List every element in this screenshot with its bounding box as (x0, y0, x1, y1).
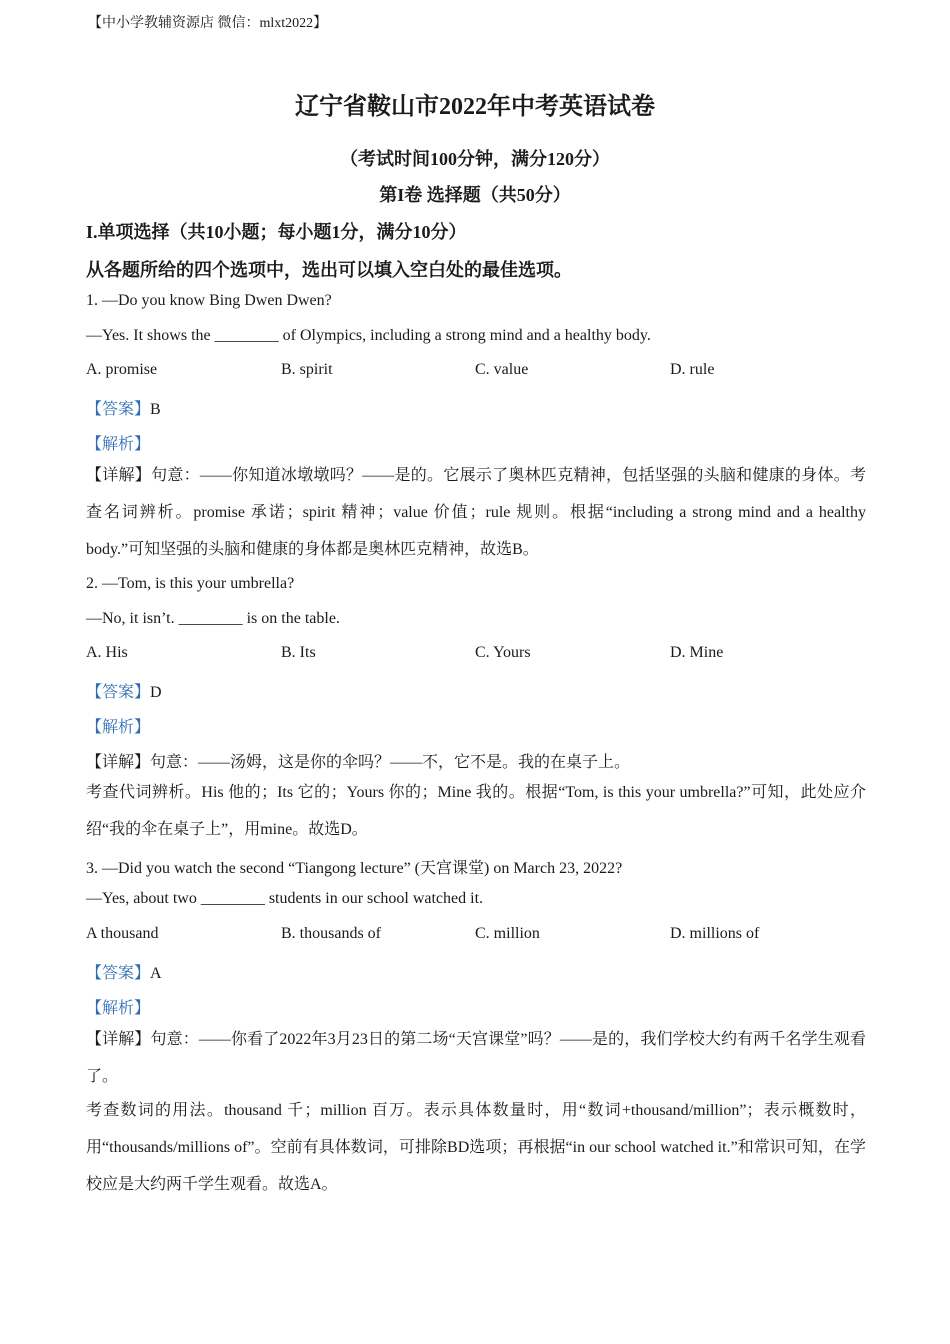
question-3-detail: 【详解】句意：——你看了2022年3月23日的第二场“天宫课堂”吗？——是的，我们学校大约有两千名学生观看了。 (86, 1031, 866, 1085)
option-b: B. Its (281, 644, 316, 661)
answer-tag: 【答案】 (86, 684, 151, 701)
question-2-detail-2: 考查代词辨析。His 他的；Its 它的；Yours 你的；Mine 我的。根据“Tom, is this your umbrella?”可知，此处应介绍“我的伞在桌子上”，用mine。故选D。 (86, 784, 866, 838)
option-d: D. millions of (670, 925, 760, 942)
question-2-analysis-tag: 【解析】 (86, 719, 151, 736)
answer-value: D (150, 684, 162, 701)
question-2-line1: 2. —Tom, is this your umbrella? (86, 575, 295, 592)
question-3-analysis-tag: 【解析】 (86, 1000, 151, 1017)
answer-tag: 【答案】 (86, 401, 151, 418)
option-a: A. promise (86, 361, 158, 378)
option-b: B. spirit (281, 361, 333, 378)
instructions: 从各题所给的四个选项中，选出可以填入空白处的最佳选项。 (86, 260, 572, 280)
question-1-detail: 【详解】句意：——你知道冰墩墩吗？——是的。它展示了奥林匹克精神，包括坚强的头脑和健康的身体。考查名词辨析。promise 承诺；spirit 精神；value 价值；rule 规则。根据“including a strong mind and a healthy body.”可知坚强的头脑和健康的身体都是奥林匹克精神，故选B。 (86, 467, 866, 558)
question-3-answer (86, 960, 866, 983)
option-b: B. thousands of (281, 925, 381, 942)
question-1-answer (86, 396, 866, 419)
option-d: D. rule (670, 361, 715, 378)
option-c: C. million (475, 925, 540, 942)
option-a: A thousand (86, 925, 159, 942)
question-1-analysis-tag: 【解析】 (86, 436, 151, 453)
question-3-detail-2: 考查数词的用法。thousand 千；million 百万。表示具体数量时，用“数词+thousand/million”；表示概数时，用“thousands/millions of”。空前有具体数词，可排除BD选项；再根据“in our school watched it.”和常识可知，在学校应是大约两千学生观看。故选A。 (86, 1102, 866, 1193)
answer-value: B (150, 401, 161, 418)
question-3-line1: 3. —Did you watch the second “Tiangong lecture” (天宫课堂) on March 23, 2022? (86, 860, 623, 877)
answer-tag: 【答案】 (86, 965, 151, 982)
question-1-line1: 1. —Do you know Bing Dwen Dwen? (86, 292, 332, 309)
option-c: C. value (475, 361, 529, 378)
header-note: 【中小学教辅资源店 微信：mlxt2022】 (88, 16, 328, 31)
section-heading: I.单项选择（共10小题；每小题1分，满分10分） (86, 222, 467, 242)
exam-time-note: （考试时间100分钟，满分120分） (340, 149, 610, 169)
question-3-line2: —Yes, about two ________ students in our school watched it. (86, 890, 484, 907)
question-1-line2: —Yes. It shows the ________ of Olympics, including a strong mind and a healthy body. (86, 327, 651, 344)
answer-value: A (150, 965, 162, 982)
option-c: C. Yours (475, 644, 531, 661)
question-2-detail: 【详解】句意：——汤姆，这是你的伞吗？——不，它不是。我的在桌子上。 (86, 754, 631, 771)
question-2-line2: —No, it isn’t. ________ is on the table. (86, 610, 340, 627)
option-a: A. His (86, 644, 128, 661)
question-2-answer (86, 679, 866, 702)
part-heading: 第I卷 选择题（共50分） (379, 185, 571, 205)
option-d: D. Mine (670, 644, 724, 661)
page-title: 辽宁省鞍山市2022年中考英语试卷 (295, 94, 655, 120)
